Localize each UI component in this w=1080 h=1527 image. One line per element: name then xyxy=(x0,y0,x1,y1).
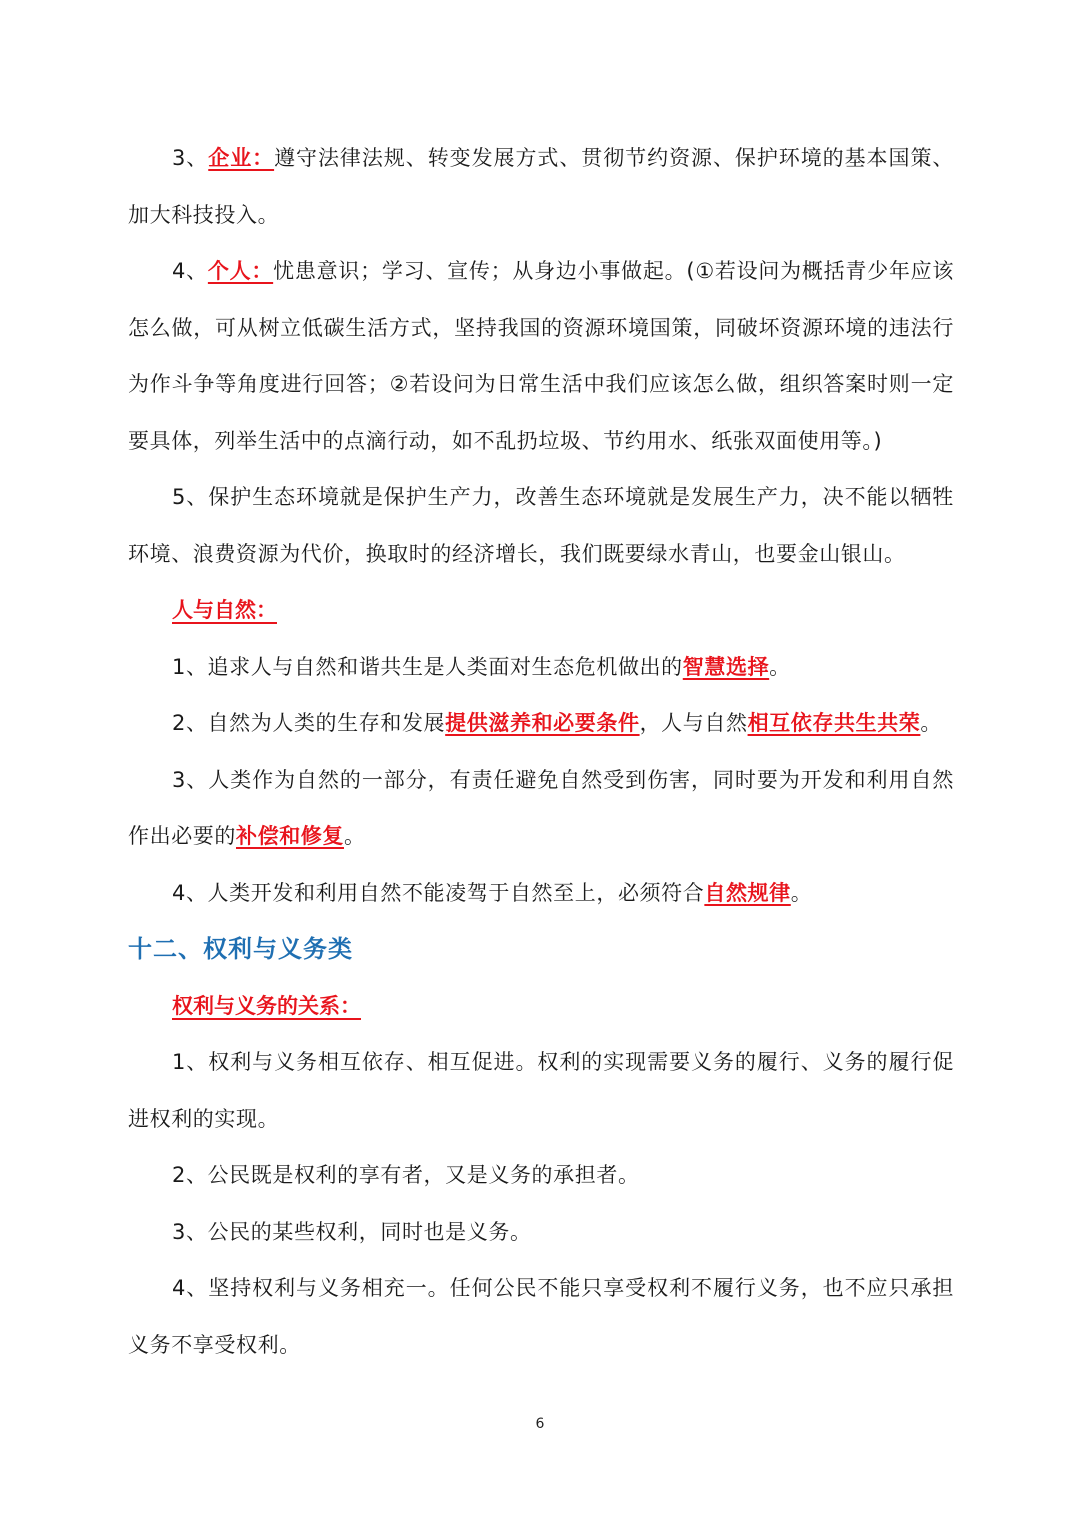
rights-item-4: 4、坚持权利与义务相充一。任何公民不能只享受权利不履行义务，也不应只承担义务不享受权利。 xyxy=(128,1276,954,1357)
paragraph-enterprise xyxy=(128,130,954,243)
paragraph-individual xyxy=(128,243,954,469)
subheading-rights-duties-relation: 权利与义务的关系： xyxy=(172,993,361,1018)
rights-item-1: 1、权利与义务相互依存、相互促进。权利的实现需要义务的履行、义务的履行促进权利的实现。 xyxy=(128,1050,954,1131)
item-number: 3、 xyxy=(172,146,209,170)
nature-item-3: 3、人类作为自然的一部分，有责任避免自然受到伤害，同时要为开发和利用自然作出必要的补偿和修复。 xyxy=(128,767,954,848)
nature-item-4: 4、人类开发和利用自然不能凌驾于自然至上，必须符合自然规律。 xyxy=(172,880,813,905)
rights-item-3: 3、公民的某些权利，同时也是义务。 xyxy=(172,1219,532,1244)
subheading-nature: 人与自然： xyxy=(172,598,277,622)
label-enterprise: 企业： xyxy=(208,146,275,170)
highlight: 补偿和修复 xyxy=(236,824,344,848)
section-heading-rights-duties: 十二、权利与义务类 xyxy=(128,935,353,963)
paragraph-ecology: 5、保护生态环境就是保护生产力，改善生态环境就是发展生产力，决不能以牺牲环境、浪费资源为代价，换取时的经济增长，我们既要绿水青山，也要金山银山。 xyxy=(128,485,954,566)
highlight: 自然规律 xyxy=(704,880,791,905)
rights-item-2: 2、公民既是权利的享有者，又是义务的承担者。 xyxy=(172,1163,640,1187)
document-page xyxy=(128,130,954,1373)
paragraph-text: 忧患意识；学习、宣传；从身边小事做起。(①若设问为概括青少年应该怎么做，可从树立低碳生活方式，坚持我国的资源环境国策，同破坏资源环境的违法行为作斗争等角度进行回答；②若设问为日常生活中我们应该怎么做，组织答案时则一定要具体，列举生活中的点滴行动，如不乱扔垃圾、节约用水、纸张双面使用等。) xyxy=(128,259,955,453)
highlight: 相互依存共生共荣 xyxy=(747,711,921,735)
nature-item-1: 1、追求人与自然和谐共生是人类面对生态危机做出的智慧选择。 xyxy=(172,654,791,679)
nature-item-2: 2、自然为人类的生存和发展提供滋养和必要条件，人与自然相互依存共生共荣。 xyxy=(172,711,942,735)
label-individual: 个人： xyxy=(207,259,274,283)
highlight: 智慧选择 xyxy=(682,654,770,679)
paragraph-text: 遵守法律法规、转变发展方式、贯彻节约资源、保护环境的基本国策、加大科技投入。 xyxy=(128,146,954,227)
page-number: 6 xyxy=(535,1416,545,1432)
highlight: 提供滋养和必要条件 xyxy=(445,711,640,735)
item-number: 4、 xyxy=(172,259,208,283)
